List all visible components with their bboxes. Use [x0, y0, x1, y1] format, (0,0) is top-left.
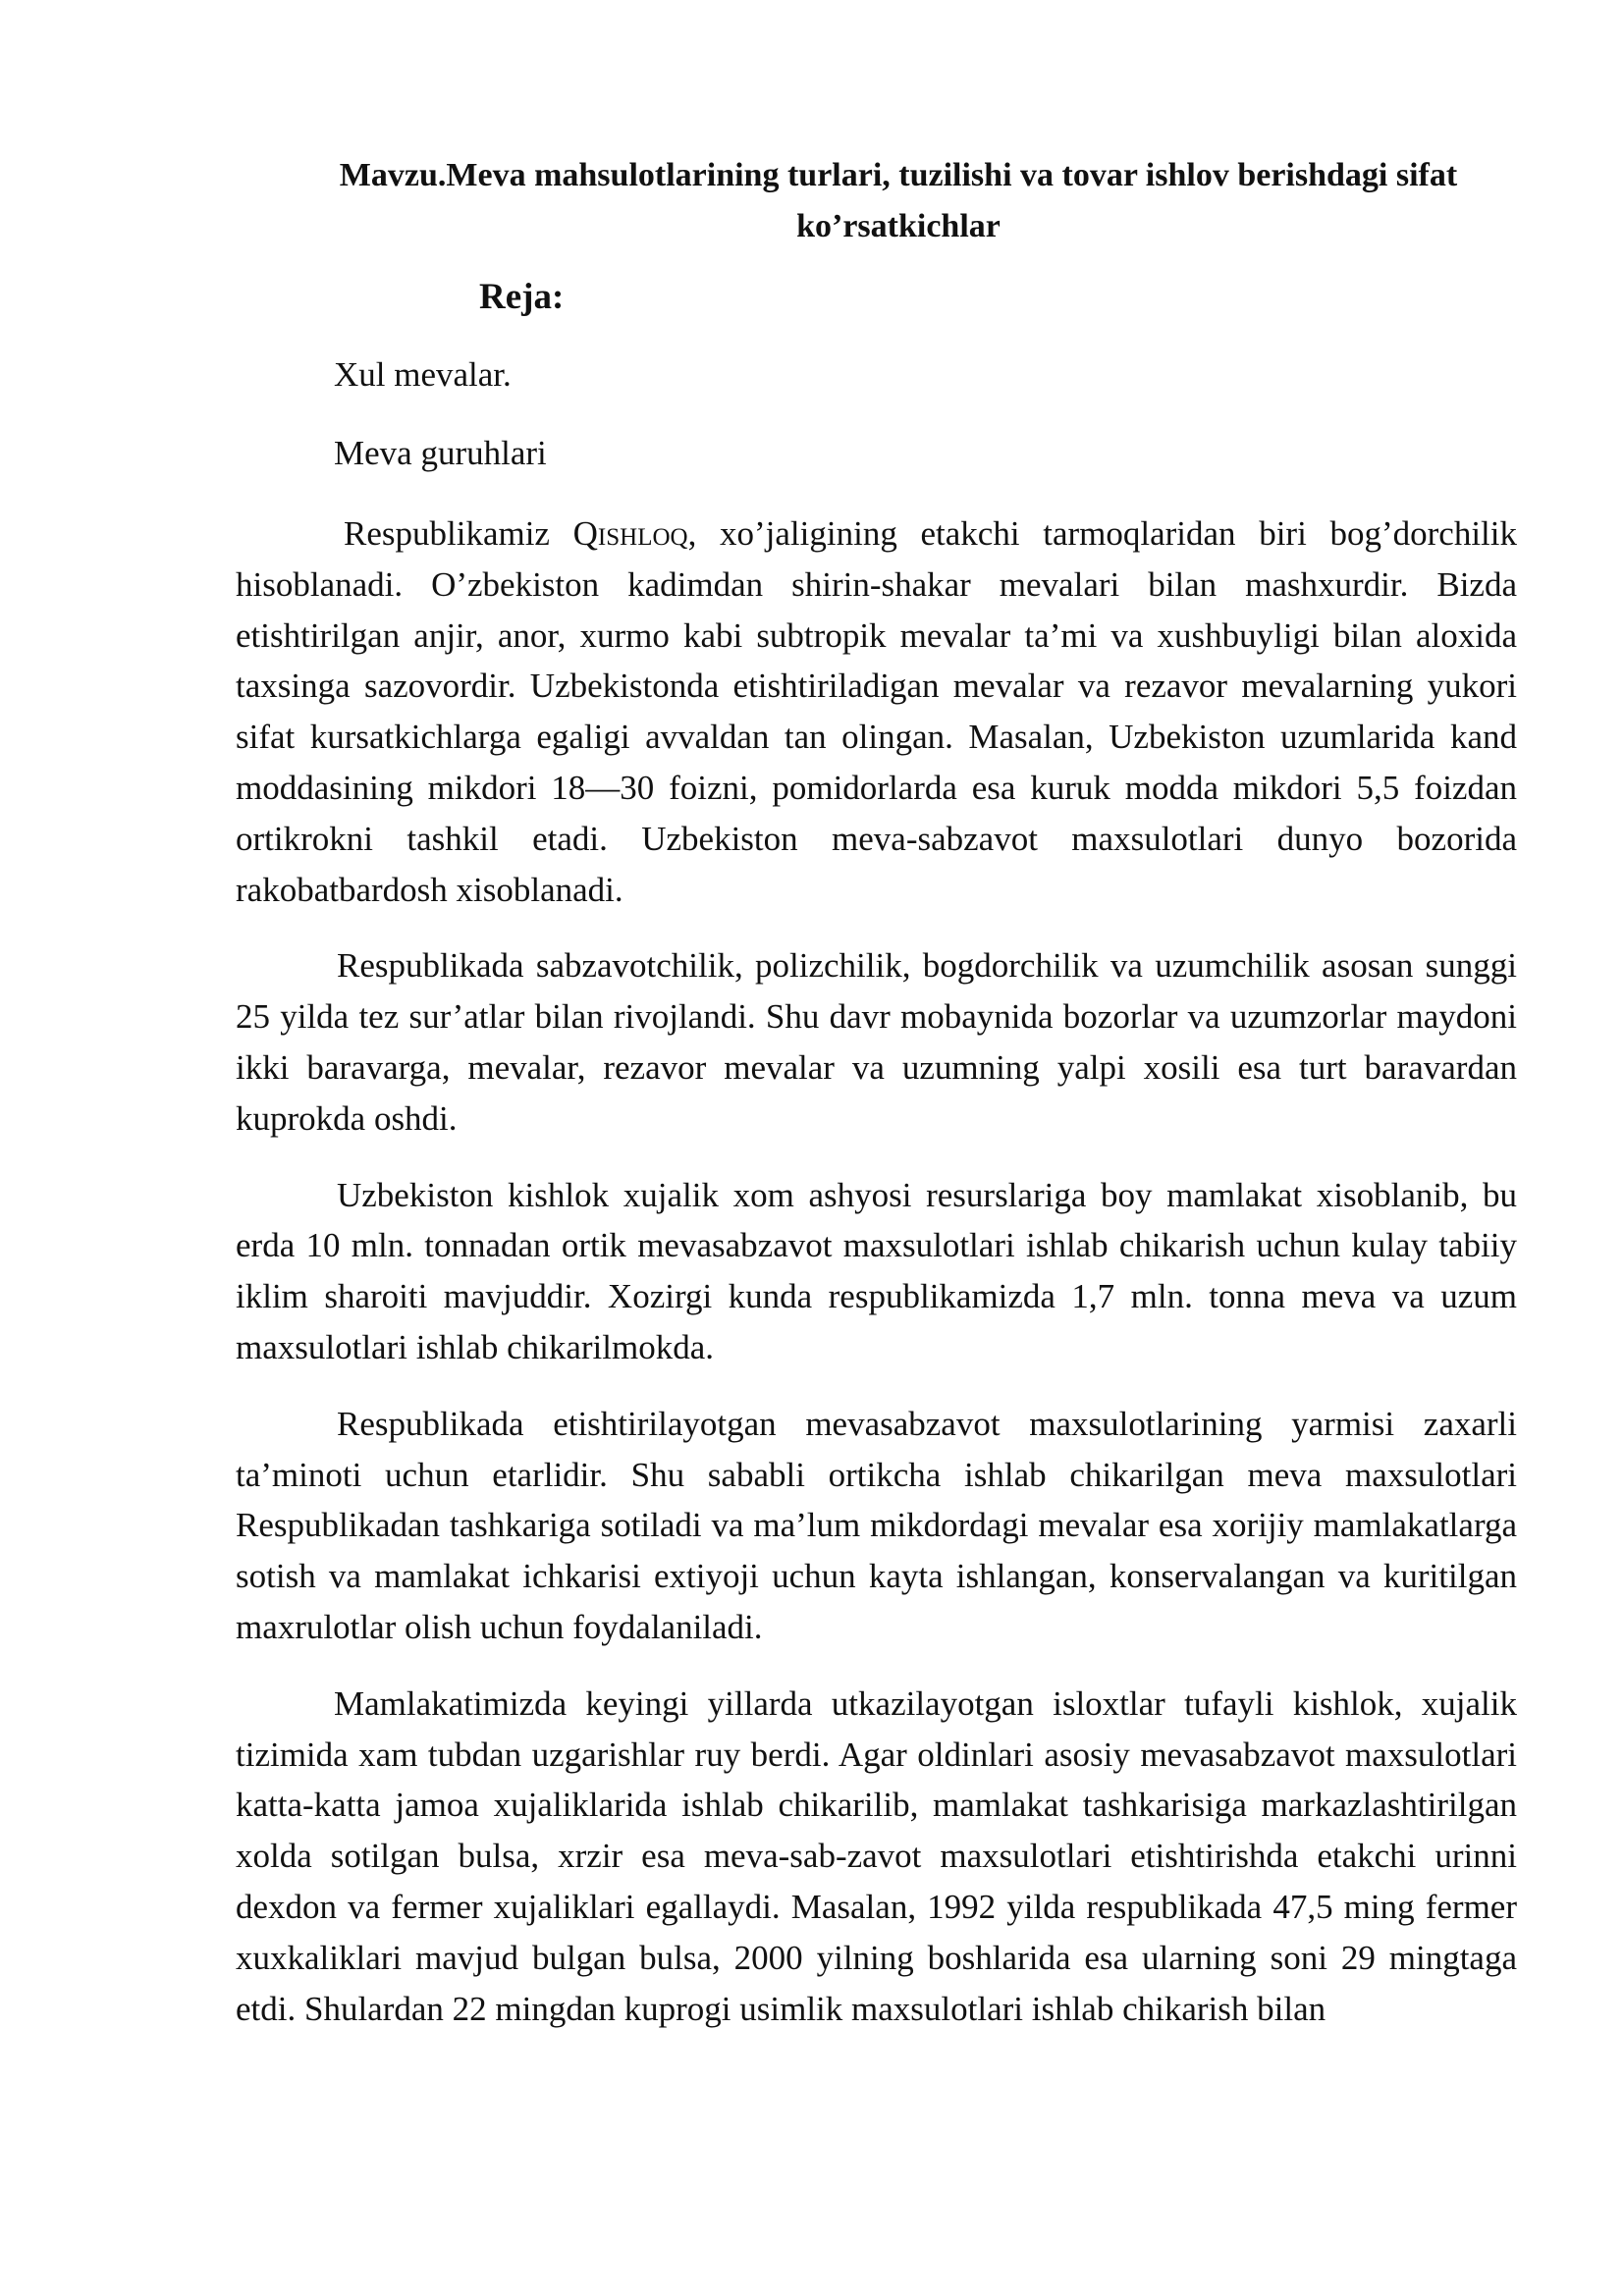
- paragraph-text: , xo’jaligining etakchi tarmoqlaridan biri bog’dorchilik hisoblanadi. O’zbekiston kadimdan shirin-shakar mevalari bilan mashxurdir. Bizda etishtirilgan anjir, anor, xurmo kabi subtropik mevalar ta’mi va xushbuyligi bilan aloxida taxsinga sazovordir. Uzbekistonda etishtiriladigan mevalar va rezavor mevalarning yukori sifat kursatkichlarga egaligi avvaldan tan olingan. Masalan, Uzbekiston uzumlarida kand moddasining mikdori 18—30 foizni, pomidorlarda esa kuruk modda mikdori 5,5 foizdan ortikrokni tashkil etadi. Uzbekiston meva-sabzavot maxsulotlari dunyo bozorida rakobatbardosh xisoblanadi.: [236, 514, 1517, 909]
- body-paragraph: Uzbekiston kishlok xujalik xom ashyosi resurslariga boy mamlakat xisoblanib, bu erda 10 mln. tonnadan ortik mevasabzavot maxsulotlari ishlab chikarish uchun kulay tabiiy iklim sharoiti mavjuddir. Xozirgi kunda respublikamizda 1,7 mln. tonna meva va uzum maxsulotlari ishlab chikarilmokda.: [236, 1175, 1517, 1366]
- paragraph-text: Respublikamiz: [344, 514, 573, 553]
- body-paragraph: Respublikada etishtirilayotgan mevasabzavot maxsulotlarining yarmisi zaxarli ta’minoti uchun etarlidir. Shu sababli ortikcha ishlab chikarilgan meva maxsulotlari Respublikadan tashkariga sotiladi va ma’lum mikdordagi mevalar esa xorijiy mamlakatlarga sotish va mamlakat ichkarisi extiyoji uchun kayta ishlangan, konservalangan va kuritilgan maxrulotlar olish uchun foydalaniladi.: [236, 1404, 1517, 1646]
- document-body: [236, 508, 1517, 2059]
- body-paragraph: [236, 508, 1517, 915]
- plan-item: Xul mevalar.: [334, 355, 512, 394]
- document-title: Mavzu.Meva mahsulotlarining turlari, tuzilishi va tovar ishlov berishdagi sifat ko’rsatkichlar: [339, 157, 1458, 244]
- body-paragraph: Mamlakatimizda keyingi yillarda utkazilayotgan isloxtlar tufayli kishlok, xujalik tizimida xam tubdan uzgarishlar ruy berdi. Agar oldinlari asosiy mevasabzavot maxsulotlari katta-katta jamoa xujaliklarida ishlab chikarilib, mamlakat tashkarisiga markazlashtirilgan xolda sotilgan bulsa, xrzir esa meva-sab-zavot maxsulotlari etishtirishda etakchi urinni dexdon va fermer xujaliklari egallaydi. Masalan, 1992 yilda respublikada 47,5 ming fermer xuxkaliklari mavjud bulgan bulsa, 2000 yilning boshlarida esa ularning soni 29 mingtaga etdi. Shulardan 22 mingdan kuprogi usimlik maxsulotlari ishlab chikarish bilan: [236, 1683, 1517, 2028]
- plan-heading: Reja:: [479, 277, 565, 317]
- paragraph-text-smallcaps: Qishloq: [572, 514, 688, 553]
- plan-item: Meva guruhlari: [334, 434, 547, 472]
- body-paragraph: Respublikada sabzavotchilik, polizchilik, bogdorchilik va uzumchilik asosan sunggi 25 yilda tez sur’atlar bilan rivojlandi. Shu davr mobaynida bozorlar va uzumzorlar maydoni ikki baravarga, mevalar, rezavor mevalar va uzumning yalpi xosili esa turt baravardan kuprokda oshdi.: [236, 946, 1517, 1138]
